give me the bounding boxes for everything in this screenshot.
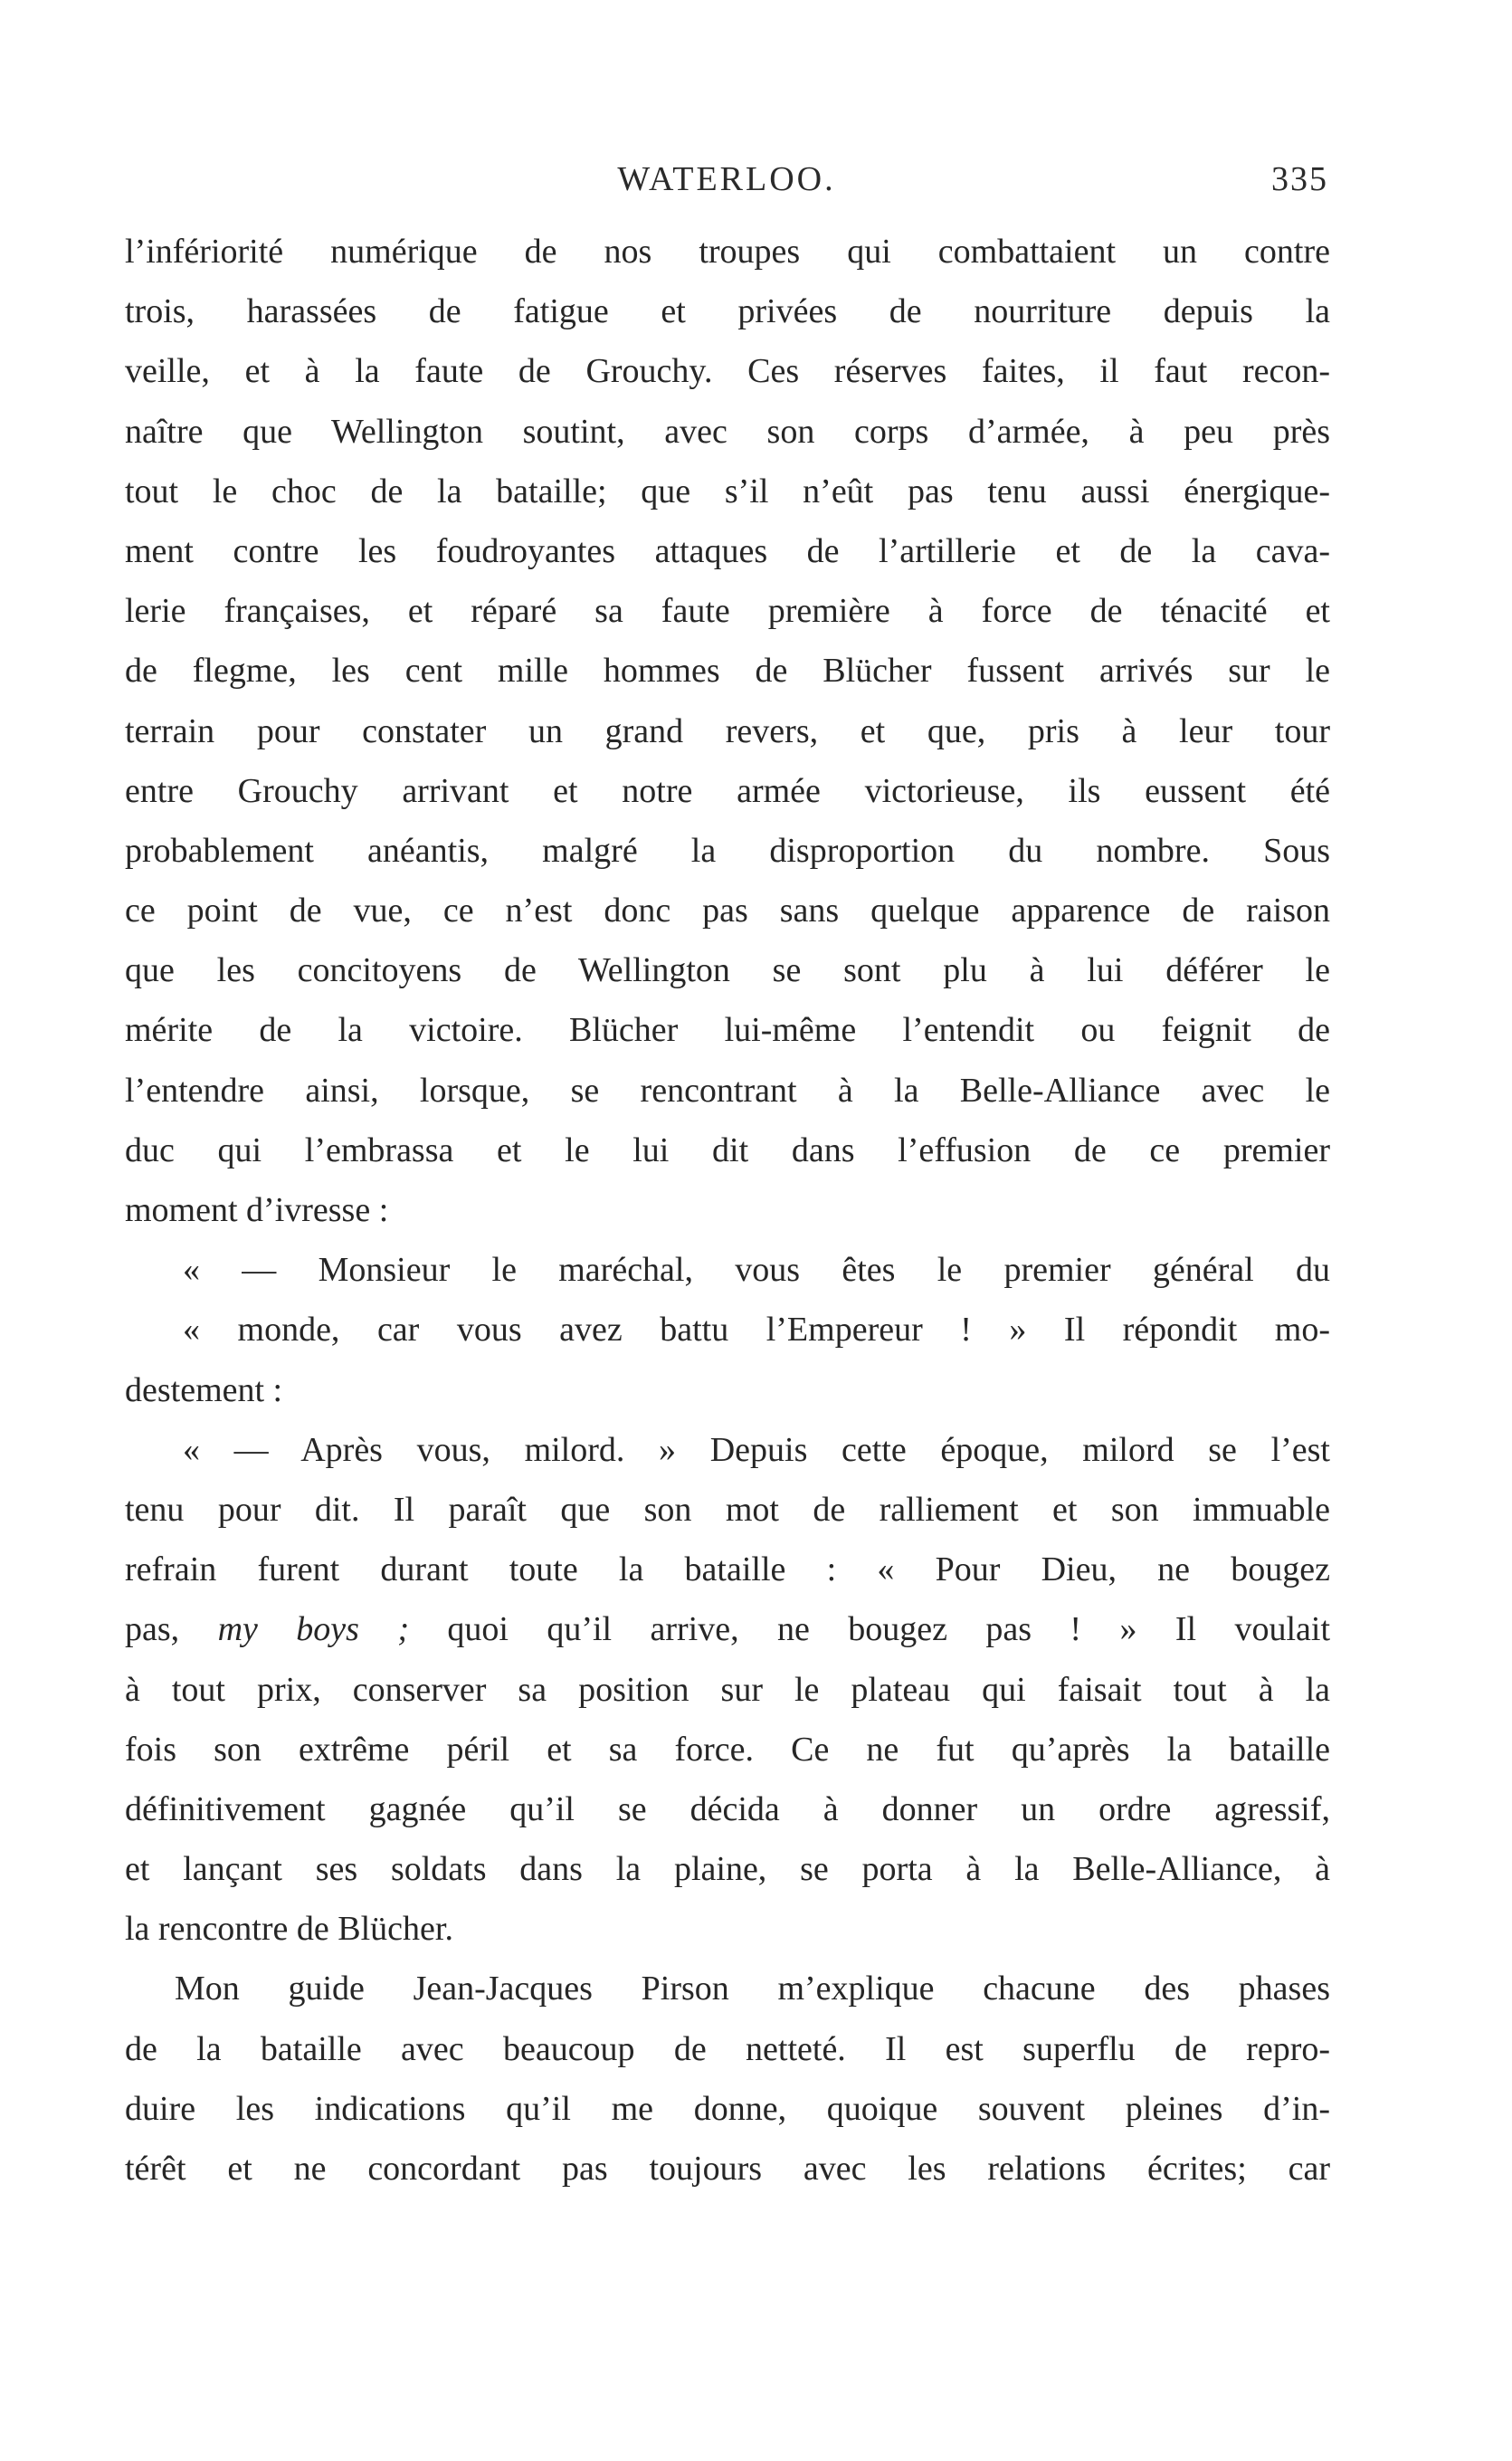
quote-line: « monde, car vous avez battu l’Empereur ! » Il répondit mo- bbox=[183, 1311, 1330, 1350]
text-line: probablement anéantis, malgré la disproportion du nombre. Sous bbox=[125, 831, 1330, 870]
text-line: trois, harassées de fatigue et privées de nourriture depuis la bbox=[125, 292, 1330, 331]
text-line: tenu pour dit. Il paraît que son mot de ralliement et son immuable bbox=[125, 1490, 1330, 1529]
line-rest: quoi qu’il arrive, ne bougez pas ! » Il voulait bbox=[447, 1610, 1331, 1649]
page-number: 335 bbox=[1271, 160, 1328, 198]
text-line: destement : bbox=[125, 1370, 283, 1409]
paragraph-start-line: Mon guide Jean-Jacques Pirson m’explique chacune des phases bbox=[175, 1970, 1330, 2008]
running-head bbox=[125, 159, 1328, 214]
text-line: moment d’ivresse : bbox=[125, 1191, 389, 1229]
text-line: l’infériorité numérique de nos troupes qui combattaient un contre bbox=[125, 233, 1330, 271]
text-line: que les concitoyens de Wellington se sont plu à lui déférer le bbox=[125, 951, 1330, 990]
text-line: duc qui l’embrassa et le lui dit dans l’effusion de ce premier bbox=[125, 1130, 1330, 1169]
text-line: duire les indications qu’il me donne, quoique souvent pleines d’in- bbox=[125, 2089, 1330, 2128]
text-line: de flegme, les cent mille hommes de Blücher fussent arrivés sur le bbox=[125, 652, 1330, 691]
text-line: entre Grouchy arrivant et notre armée victorieuse, ils eussent été bbox=[125, 771, 1330, 810]
text-line: naître que Wellington soutint, avec son corps d’armée, à peu près bbox=[125, 412, 1330, 451]
text-line: ment contre les foudroyantes attaques de l’artillerie et de la cava- bbox=[125, 531, 1330, 570]
quote-line: « — Après vous, milord. » Depuis cette époque, milord se l’est bbox=[183, 1430, 1330, 1469]
text-line: à tout prix, conserver sa position sur le plateau qui faisait tout à la bbox=[125, 1670, 1330, 1709]
text-line: lerie françaises, et réparé sa faute première à force de ténacité et bbox=[125, 592, 1330, 631]
line-prefix: pas, bbox=[125, 1610, 180, 1649]
text-line: terrain pour constater un grand revers, et que, pris à leur tour bbox=[125, 711, 1330, 750]
quote-line: « — Monsieur le maréchal, vous êtes le premier général du bbox=[183, 1251, 1330, 1290]
text-line: térêt et ne concordant pas toujours avec les relations écrites; car bbox=[125, 2150, 1330, 2188]
text-line-with-italic bbox=[125, 1599, 1330, 1659]
text-line: la rencontre de Blücher. bbox=[125, 1910, 453, 1949]
running-title: WATERLOO. bbox=[617, 160, 836, 198]
text-line: et lançant ses soldats dans la plaine, se porta à la Belle-Alliance, à bbox=[125, 1850, 1330, 1889]
text-line: mérite de la victoire. Blücher lui-même l’entendit ou feignit de bbox=[125, 1011, 1330, 1050]
text-line: de la bataille avec beaucoup de netteté. Il est superflu de repro- bbox=[125, 2029, 1330, 2068]
text-line: veille, et à la faute de Grouchy. Ces réserves faites, il faut recon- bbox=[125, 352, 1330, 391]
text-line: refrain furent durant toute la bataille : « Pour Dieu, ne bougez bbox=[125, 1550, 1330, 1589]
text-line: ce point de vue, ce n’est donc pas sans quelque apparence de raison bbox=[125, 892, 1330, 930]
body-text bbox=[125, 222, 1330, 2199]
italic-phrase: my boys ; bbox=[217, 1610, 409, 1649]
text-line: fois son extrême péril et sa force. Ce ne fut qu’après la bataille bbox=[125, 1730, 1330, 1769]
text-line: l’entendre ainsi, lorsque, se rencontrant à la Belle-Alliance avec le bbox=[125, 1071, 1330, 1110]
text-line: tout le choc de la bataille; que s’il n’eût pas tenu aussi énergique- bbox=[125, 472, 1330, 510]
text-line: définitivement gagnée qu’il se décida à donner un ordre agressif, bbox=[125, 1789, 1330, 1828]
